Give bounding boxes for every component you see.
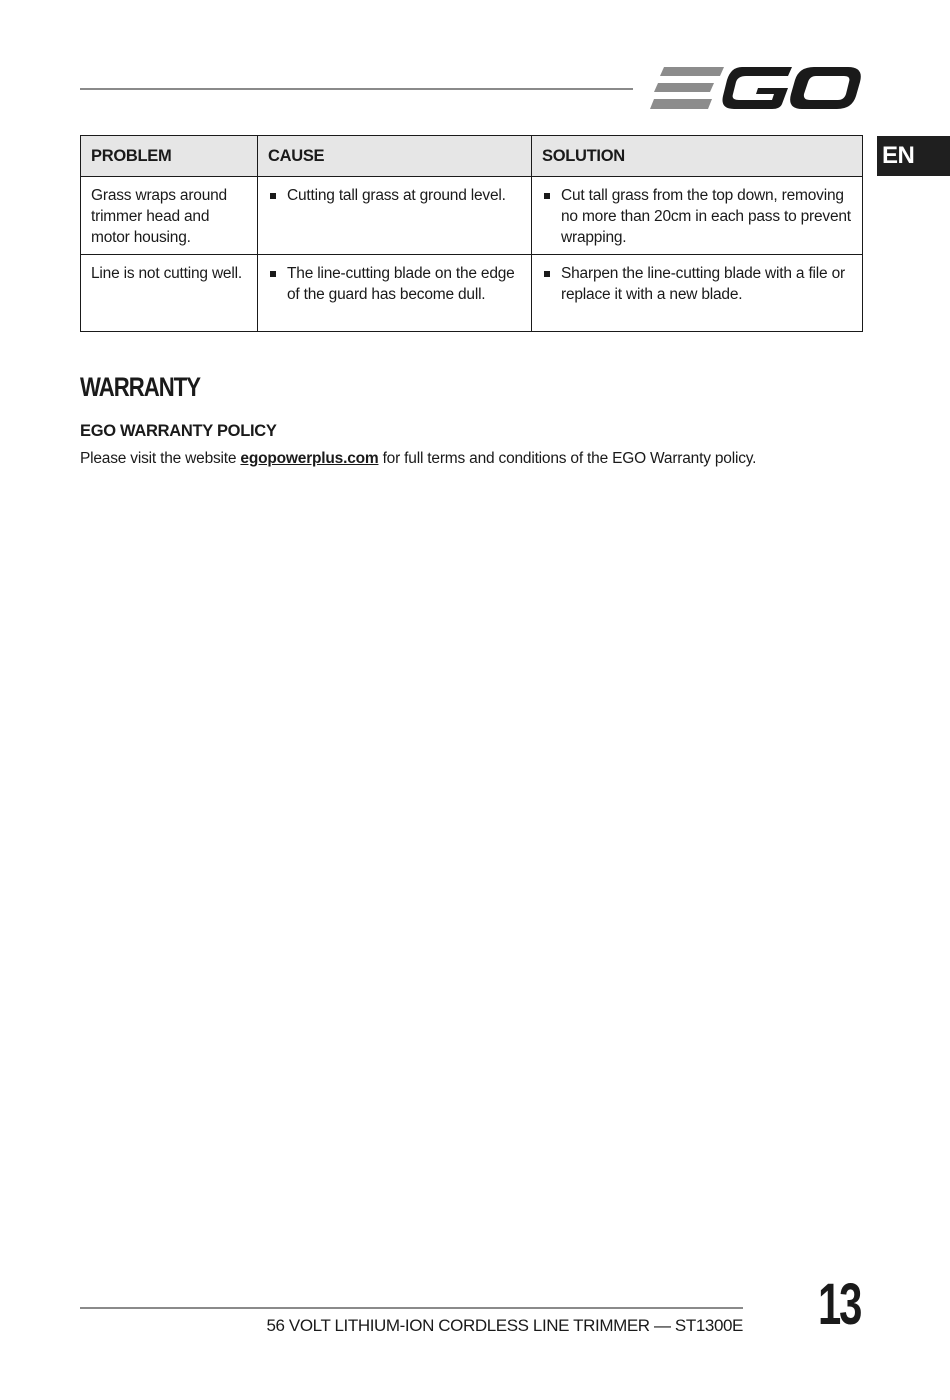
column-header-cause: CAUSE [258, 136, 532, 177]
solution-cell [532, 177, 863, 255]
ego-logo [650, 64, 862, 112]
cause-cell [258, 177, 532, 255]
table-row [81, 177, 863, 255]
troubleshooting-table [80, 135, 863, 332]
warranty-policy-heading: EGO WARRANTY POLICY [80, 422, 277, 440]
footer-rule [80, 1307, 743, 1309]
column-header-problem: PROBLEM [81, 136, 258, 177]
bullet-item [268, 185, 521, 206]
column-header-solution: SOLUTION [532, 136, 863, 177]
bullet-item [542, 263, 852, 305]
warranty-paragraph [80, 450, 756, 468]
solution-text: Sharpen the line-cutting blade with a file or replace it with a new blade. [561, 265, 845, 303]
header-rule [80, 88, 633, 90]
problem-cell: Grass wraps around trimmer head and motor housing. [81, 177, 258, 255]
bullet-square-icon [270, 193, 276, 199]
problem-cell: Line is not cutting well. [81, 255, 258, 332]
bullet-square-icon [544, 193, 550, 199]
warranty-heading: WARRANTY [80, 372, 201, 402]
bullet-square-icon [544, 271, 550, 277]
bullet-square-icon [270, 271, 276, 277]
bullet-item [268, 263, 521, 305]
footer-product-line: 56 VOLT LITHIUM-ION CORDLESS LINE TRIMMER — ST1300E [266, 1316, 743, 1335]
language-tab[interactable]: EN [877, 136, 950, 176]
solution-text: Cut tall grass from the top down, removing no more than 20cm in each pass to prevent wrapping. [561, 187, 851, 246]
page-number: 13 [818, 1272, 861, 1337]
cause-text: The line-cutting blade on the edge of the guard has become dull. [287, 265, 515, 303]
solution-cell [532, 255, 863, 332]
table-header-row [81, 136, 863, 177]
table-row [81, 255, 863, 332]
warranty-text-start: Please visit the website [80, 450, 241, 467]
egopowerplus-link[interactable]: egopowerplus.com [240, 450, 379, 467]
cause-text: Cutting tall grass at ground level. [287, 187, 506, 204]
bullet-item [542, 185, 852, 248]
cause-cell [258, 255, 532, 332]
warranty-text-end: for full terms and conditions of the EGO Warranty policy. [378, 450, 757, 467]
